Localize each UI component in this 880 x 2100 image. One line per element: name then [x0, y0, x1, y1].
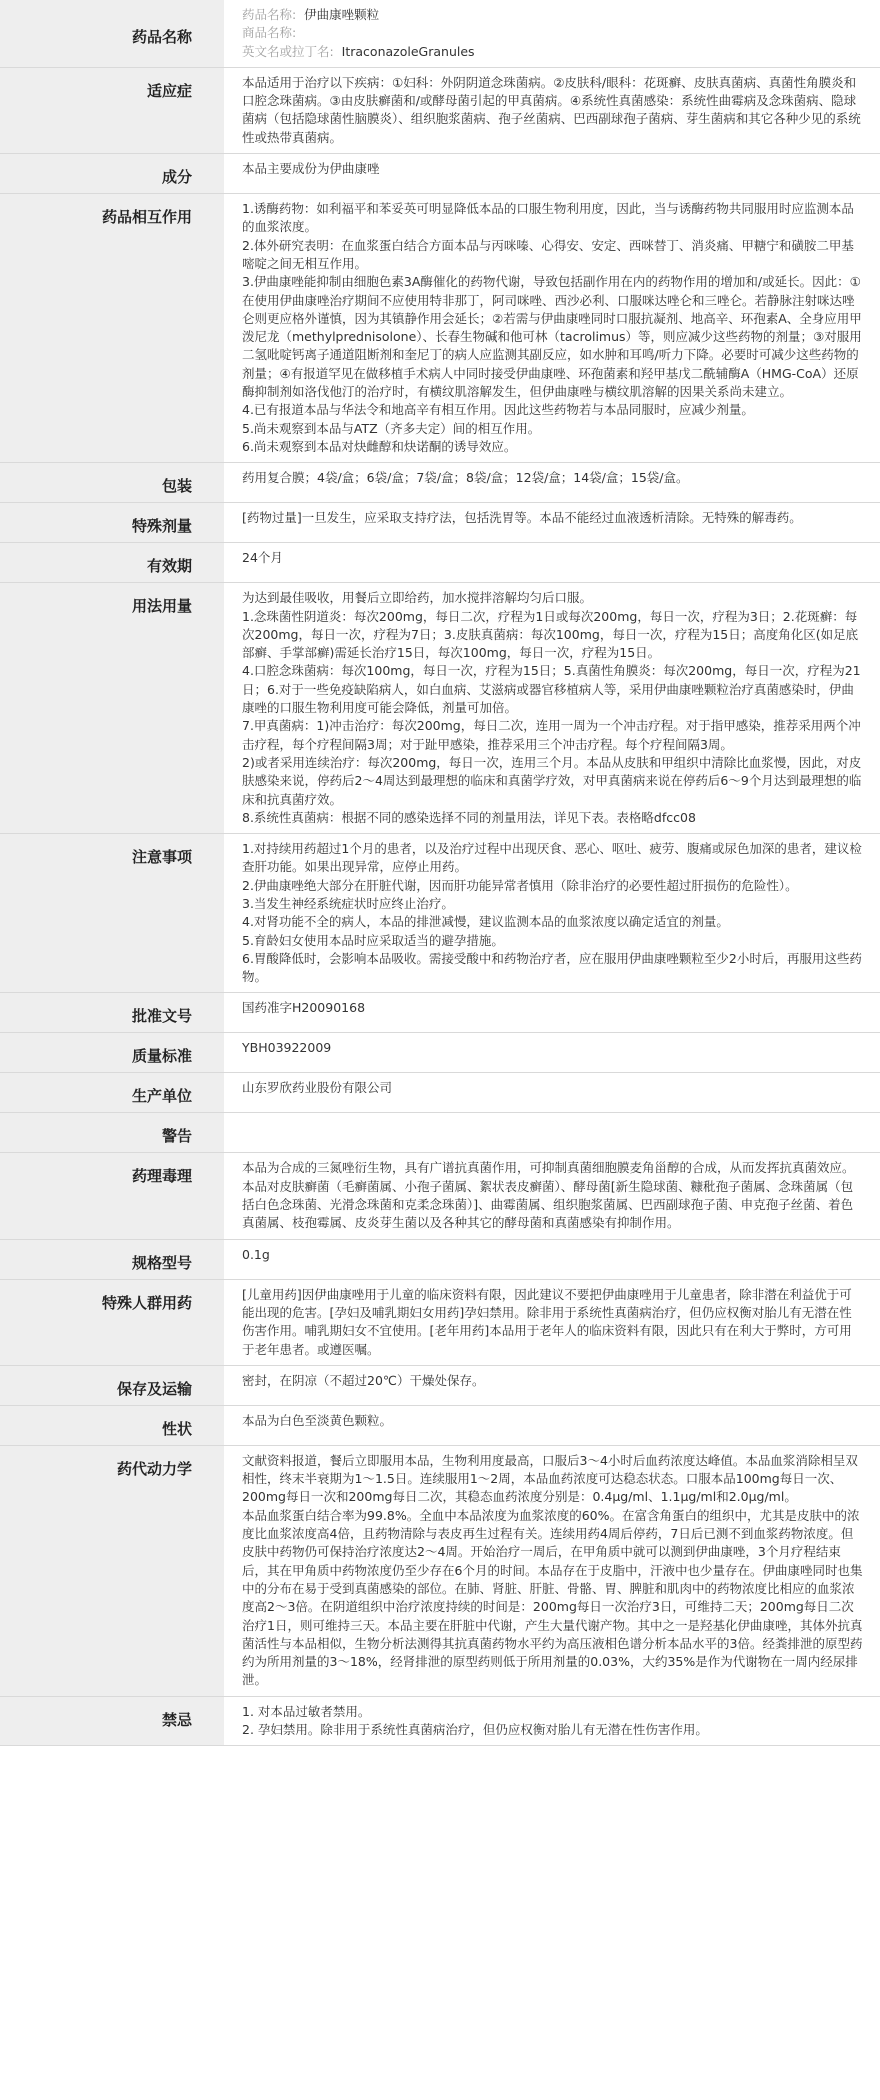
english-name-value: ItraconazoleGranules — [341, 43, 475, 59]
trade-name-label: 商品名称: — [242, 25, 297, 41]
row-label: 有效期 — [0, 543, 224, 583]
row-label: 生产单位 — [0, 1073, 224, 1113]
row-text: [儿童用药]因伊曲康唑用于儿童的临床资料有限，因此建议不要把伊曲康唑用于儿童患者，除非潜在利益优于可能出现的危害。[孕妇及哺乳期妇女用药]孕妇禁用。除非用于系统性真菌病治疗，但仍应权衡对胎儿有无潜在性伤害作用。哺乳期妇女不宜使用。[老年用药]本品用于老年人的临床资料有限，因此只有在利大于弊时，方可用于老年患者。或遵医嘱。 — [242, 1286, 852, 1357]
row-text: 1.诱酶药物：如利福平和苯妥英可明显降低本品的口服生物利用度，因此，当与诱酶药物共同服用时应监测本品的血浆浓度。 2.体外研究表明：在血浆蛋白结合方面本品与丙咪嗪、心得安、安定、西咪替丁、消炎痛、甲糖宁和磺胺二甲基嘧啶之间无相互作用。 3.伊曲康唑能抑制由细胞色素3A酶催化的药物代谢，导致包括副作用在内的药物作用的增加和/或延长。因此：①在使用伊曲康唑治疗期间不应使用特非那丁，阿司咪唑、西沙必利、口服咪达唑仑和三唑仑。若静脉注射咪达唑仑则更应格外谨慎，因为其镇静作用会延长；②若需与伊曲康唑同时口服抗凝剂、地高辛、环孢素A、全身应用甲泼尼龙（methylprednisolone）、长春生物碱和他可林（tacrolimus）等，则应减少这些药物的剂量；③对服用二氢吡啶钙离子通道阻断剂和奎尼丁的病人应监测其副反应，如水肿和耳鸣/听力下降。必要时可减少这些药物的剂量；④有报道罕见在做移植手术病人中同时接受伊曲康唑、环孢菌素和羟甲基戊二酰辅酶A（HMG-CoA）还原酶抑制剂如洛伐他汀的治疗时，有横纹肌溶解发生，但伊曲康唑与横纹肌溶解的因果关系尚未建立。 4.已有报道本品与华法令和地高辛有相互作用。因此这些药物若与本品同服时，应减少剂量。 5.尚未观察到本品与ATZ（齐多夫定）间的相互作用。 6.尚未观察到本品对炔雌醇和炔诺酮的诱导效应。 — [242, 201, 862, 454]
row-pharmacology-toxicology — [0, 1153, 880, 1239]
row-text: 本品为合成的三氮唑衍生物，具有广谱抗真菌作用，可抑制真菌细胞膜麦角甾醇的合成，从而发挥抗真菌效应。本品对皮肤癣菌（毛癣菌属、小孢子菌属、絮状表皮癣菌）、酵母菌[新生隐球菌、糠秕孢子菌属、念珠菌属（包括白色念珠菌、光滑念珠菌和克柔念珠菌）]、曲霉菌属、组织胞浆菌属、巴西副球孢子菌、申克孢子丝菌、着色真菌属、枝孢霉属、皮炎芽生菌以及各种其它的酵母菌和真菌感染有抑制作用。 — [242, 1160, 855, 1231]
row-value — [224, 993, 880, 1033]
row-value — [224, 0, 880, 67]
row-label: 适应症 — [0, 67, 224, 153]
row-label: 规格型号 — [0, 1239, 224, 1279]
row-packaging — [0, 463, 880, 503]
row-appearance — [0, 1405, 880, 1445]
row-quality-standard — [0, 1033, 880, 1073]
row-label: 保存及运输 — [0, 1365, 224, 1405]
row-text: 文献资料报道，餐后立即服用本品，生物利用度最高，口服后3～4小时后血药浓度达峰值。本品血浆消除相呈双相性，终末半衰期为1～1.5日。连续服用1～2周，本品血药浓度可达稳态状态。口服本品100mg每日一次、200mg每日一次和200mg每日二次，其稳态血药浓度分别是：0.4μg/ml、1.1μg/ml和2.0μg/ml。 本品血浆蛋白结合率为99.8%。全血中本品浓度为血浆浓度的60%。在富含角蛋白的组织中，尤其是皮肤中的浓度比血浆浓度高4倍，且药物清除与表皮再生过程有关。连续用药4周后停药，7日后已测不到血浆药物浓度。但皮肤中药物仍可保持治疗浓度达2～4周。开始治疗一周后，在甲角质中就可以测到伊曲康唑，3个月疗程结束后，其在甲角质中药物浓度仍至少存在6个月的时间。本品存在于皮脂中，汗液中也少量存在。伊曲康唑同时也集中的分布在易于受到真菌感染的部位。在肺、肾脏、肝脏、骨骼、胃、脾脏和肌肉中的药物浓度比相应的血浆浓度高2～3倍。在阴道组织中治疗浓度持续的时间是：200mg每日一次治疗3日，可维持二天；200mg每日二次治疗1日，则可维持三天。本品主要在肝脏中代谢，产生大量代谢产物。其中之一是羟基化伊曲康唑，其体外抗真菌活性与本品相似，生物分析法测得其抗真菌药物水平约为高压液相色谱分析本品水平的3倍。经粪排泄的原型药约为所用剂量的3～18%，经肾排泄的原型药则低于所用剂量的0.03%，大约35%是作为代谢物在一周内经尿排泄。 — [242, 1452, 863, 1688]
row-approval-number — [0, 993, 880, 1033]
row-text: 本品适用于治疗以下疾病：①妇科：外阴阴道念珠菌病。②皮肤科/眼科：花斑癣、皮肤真菌病、真菌性角膜炎和口腔念珠菌病。③由皮肤癣菌和/或酵母菌引起的甲真菌病。④系统性真菌感染：系统性曲霉病及念珠菌病、隐球菌病（包括隐球菌性脑膜炎）、组织胞浆菌病、孢子丝菌病、巴西副球孢子菌病、芽生菌病和其它各种少见的系统性或热带真菌病。 — [242, 74, 861, 145]
row-special-populations — [0, 1279, 880, 1365]
row-value — [224, 1073, 880, 1113]
row-value — [224, 1696, 880, 1746]
row-text: 本品主要成份为伊曲康唑 — [242, 161, 380, 177]
row-drug-interactions — [0, 194, 880, 463]
row-text: 1.对持续用药超过1个月的患者，以及治疗过程中出现厌食、恶心、呕吐、疲劳、腹痛或尿色加深的患者，建议检查肝功能。如果出现异常，应停止用药。 2.伊曲康唑绝大部分在肝脏代谢，因而肝功能异常者慎用（除非治疗的必要性超过肝损伤的危险性）。 3.当发生神经系统症状时应终止治疗。 4.对肾功能不全的病人，本品的排泄减慢，建议监测本品的血浆浓度以确定适宜的剂量。 5.育龄妇女使用本品时应采取适当的避孕措施。 6.胃酸降低时，会影响本品吸收。需接受酸中和药物治疗者，应在服用伊曲康唑颗粒至少2小时后，再服用这些药物。 — [242, 841, 862, 985]
row-value — [224, 67, 880, 153]
row-text: 药用复合膜；4袋/盒；6袋/盒；7袋/盒；8袋/盒；12袋/盒；14袋/盒；15袋/盒。 — [242, 470, 689, 486]
row-usage-dosage — [0, 583, 880, 834]
generic-name-line — [242, 6, 864, 24]
row-value — [224, 583, 880, 834]
row-value — [224, 834, 880, 993]
row-label: 警告 — [0, 1113, 224, 1153]
row-special-dosage — [0, 503, 880, 543]
row-drug-name — [0, 0, 880, 67]
row-label: 药品相互作用 — [0, 194, 224, 463]
row-label: 性状 — [0, 1405, 224, 1445]
row-label: 药代动力学 — [0, 1445, 224, 1696]
row-text: 24个月 — [242, 550, 283, 566]
trade-name-line — [242, 24, 864, 42]
row-ingredients — [0, 154, 880, 194]
row-value — [224, 1365, 880, 1405]
row-storage-transport — [0, 1365, 880, 1405]
row-label: 成分 — [0, 154, 224, 194]
row-text: 国药准字H20090168 — [242, 1000, 366, 1016]
row-text: 密封，在阴凉（不超过20℃）干燥处保存。 — [242, 1372, 485, 1388]
row-specification — [0, 1239, 880, 1279]
row-value — [224, 503, 880, 543]
row-text: 本品为白色至淡黄色颗粒。 — [242, 1412, 393, 1428]
row-label: 禁忌 — [0, 1696, 224, 1746]
row-label: 注意事项 — [0, 834, 224, 993]
row-label: 包装 — [0, 463, 224, 503]
row-precautions — [0, 834, 880, 993]
row-value — [224, 463, 880, 503]
generic-name-label: 药品名称: — [242, 7, 297, 22]
row-text — [242, 1119, 864, 1137]
row-text: 0.1g — [242, 1246, 270, 1262]
row-label: 批准文号 — [0, 993, 224, 1033]
row-contraindications — [0, 1696, 880, 1746]
row-value — [224, 1405, 880, 1445]
english-name-label: 英文名或拉丁名: — [242, 43, 334, 59]
row-text: 山东罗欣药业股份有限公司 — [242, 1080, 393, 1096]
row-value — [224, 1113, 880, 1153]
row-label: 质量标准 — [0, 1033, 224, 1073]
row-text: YBH03922009 — [242, 1040, 332, 1056]
row-manufacturer — [0, 1073, 880, 1113]
row-value — [224, 1033, 880, 1073]
row-value — [224, 194, 880, 463]
row-label: 药品名称 — [0, 0, 224, 67]
row-value — [224, 1153, 880, 1239]
row-warning — [0, 1113, 880, 1153]
row-indications — [0, 67, 880, 153]
generic-name-value: 伊曲康唑颗粒 — [304, 7, 380, 22]
row-label: 药理毒理 — [0, 1153, 224, 1239]
row-text: 为达到最佳吸收，用餐后立即给药，加水搅拌溶解均匀后口服。 1.念珠菌性阴道炎：每次200mg，每日二次，疗程为1日或每次200mg，每日一次，疗程为3日；2.花斑癣：每次200mg，每日一次，疗程为7日；3.皮肤真菌病：每次100mg，每日一次，疗程为15日；高度角化区(如足底部癣、手掌部癣)需延长治疗15日，每次100mg，每日一次，疗程为15日。 4.口腔念珠菌病：每次100mg，每日一次，疗程为15日；5.真菌性角膜炎：每次200mg，每日一次，疗程为21日；6.对于一些免疫缺陷病人，如白血病、艾滋病或器官移植病人等，采用伊曲康唑颗粒治疗真菌感染时，伊曲康唑的口服生物利用度可能会降低，剂量可加倍。 7.甲真菌病：1)冲击治疗：每次200mg，每日二次，连用一周为一个冲击疗程。对于指甲感染，推荐采用两个冲击疗程，每个疗程间隔3周；对于趾甲感染，推荐采用三个冲击疗程。每个疗程间隔3周。 2)或者采用连续治疗：每次200mg，每日一次，连用三个月。本品从皮肤和甲组织中清除比血浆慢，因此，对皮肤感染来说，停药后2～4周达到最理想的临床和真菌学疗效，对甲真菌病来说在停药后6～9个月达到最理想的临床和抗真菌疗效。 8.系统性真菌病：根据不同的感染选择不同的剂量用法，详见下表。表格略dfcc08 — [242, 590, 862, 825]
row-value — [224, 1239, 880, 1279]
row-label: 用法用量 — [0, 583, 224, 834]
row-expiry — [0, 543, 880, 583]
row-label: 特殊剂量 — [0, 503, 224, 543]
row-value — [224, 543, 880, 583]
row-text: 1. 对本品过敏者禁用。 2. 孕妇禁用。除非用于系统性真菌病治疗，但仍应权衡对胎儿有无潜在性伤害作用。 — [242, 1703, 708, 1737]
english-name-line — [242, 43, 864, 61]
row-value — [224, 1445, 880, 1696]
row-value — [224, 154, 880, 194]
row-label: 特殊人群用药 — [0, 1279, 224, 1365]
row-text: [药物过量]一旦发生，应采取支持疗法，包括洗胃等。本品不能经过血液透析清除。无特殊的解毒药。 — [242, 510, 802, 526]
row-value — [224, 1279, 880, 1365]
row-pharmacokinetics — [0, 1445, 880, 1696]
